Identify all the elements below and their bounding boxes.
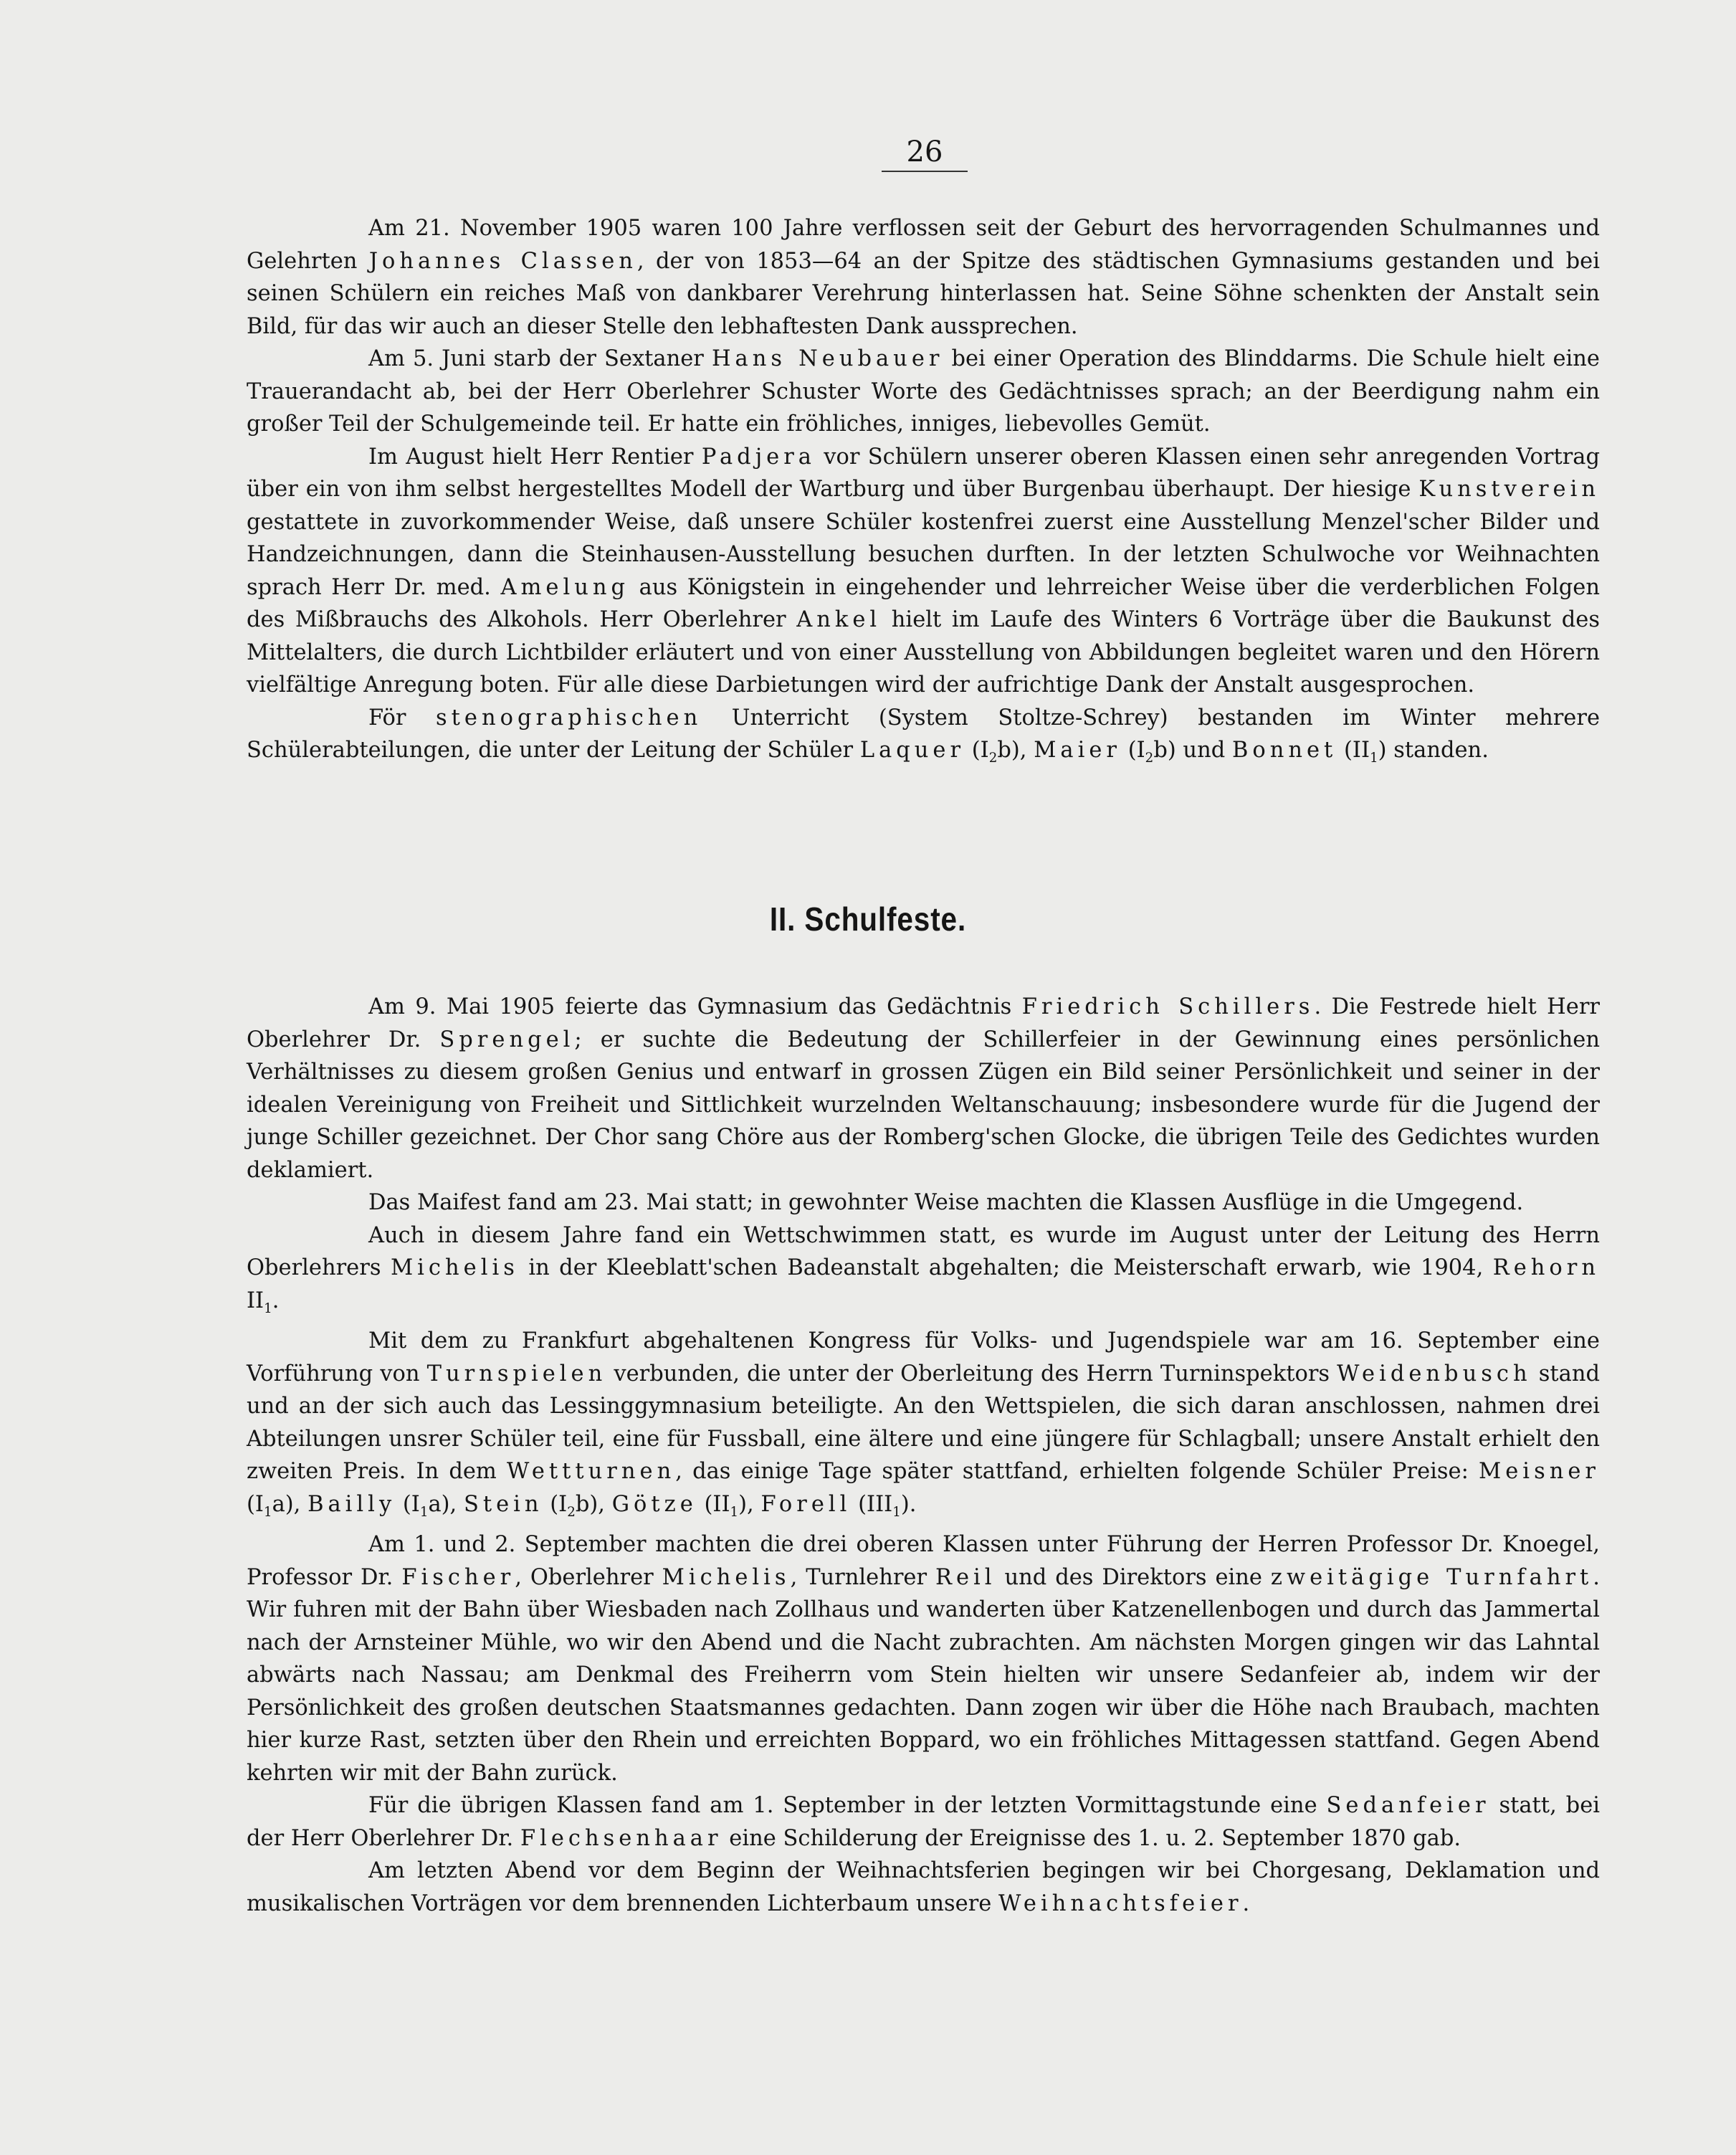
paragraph-swimming: Auch in diesem Jahre fand ein Wettschwimmen statt, es wurde im August unter der Leitung des Herrn Oberlehrers Michelis in der Kleeblatt'schen Badeanstalt abgehalten; die Meisterschaft erwarb, wie 1904, Rehorn $II_1$. — [247, 1222, 1600, 1316]
paragraph-neubauer: Am 5. Juni starb der Sextaner Hans Neubauer bei einer Operation des Blinddarms. Die Schule hielt eine Trauerandacht ab, bei der Herr Oberlehrer Schuster Worte des Gedächtnisses sprach; an der Beerdigung nahm ein großer Teil der Schulgemeinde teil. Er hatte ein fröhliches, inniges, liebevolles Gemüt. — [247, 346, 1600, 437]
page-number: 26 — [882, 133, 968, 172]
paragraph-classen: Am 21. November 1905 waren 100 Jahre verflossen seit der Geburt des hervorragenden Schulmannes und Gelehrten Johannes Classen, der von 1853—64 an der Spitze des städtischen Gymnasiums gestanden und bei seinen Schülern ein reiches Maß von dankbarer Verehrung hinterlassen hat. Seine Söhne schenkten der Anstalt sein Bild, für das wir auch an dieser Stelle den lebhaftesten Dank aussprechen. — [247, 216, 1600, 339]
section-school-events — [247, 212, 1600, 775]
paragraph-lectures: Im August hielt Herr Rentier Padjera vor Schülern unserer oberen Klassen einen sehr anregenden Vortrag über ein von ihm selbst hergestelltes Modell der Wartburg und über Burgenbau überhaupt. Der hiesige Kunstverein gestattete in zuvorkommender Weise, daß unsere Schüler kostenfrei zuerst eine Ausstellung Menzel'scher Bilder und Handzeichnungen, dann die Steinhausen-Ausstellung besuchen durften. In der letzten Schulwoche vor Weihnachten sprach Herr Dr. med. Amelung aus Königstein in eingehender und lehrreicher Weise über die verderblichen Folgen des Mißbrauchs des Alkohols. Herr Oberlehrer Ankel hielt im Laufe des Winters 6 Vorträge über die Baukunst des Mittelalters, die durch Lichtbilder erläutert und von einer Ausstellung von Abbildungen begleitet waren und den Hörern vielfältige Anregung boten. Für alle diese Darbietungen wird der aufrichtige Dank der Anstalt ausgesprochen. — [247, 444, 1600, 698]
section-heading: II. Schulfeste. — [769, 900, 967, 938]
paragraph-stenography: För stenographischen Unterricht (System Stoltze-Schrey) bestanden im Winter mehrere Schülerabteilungen, die unter der Leitung der Schüler Laquer $(I_2b)$, Maier $(I_2b)$ und Bonnet $(II_1)$ standen. — [247, 705, 1600, 766]
paragraph-sedanfeier: Für die übrigen Klassen fand am 1. September in der letzten Vormittagstunde eine Sedanfeier statt, bei der Herr Oberlehrer Dr. Flechsenhaar eine Schilderung der Ereignisse des 1. u. 2. September 1870 gab. — [247, 1793, 1600, 1851]
paragraph-games: Mit dem zu Frankfurt abgehaltenen Kongress für Volks- und Jugendspiele war am 16. September eine Vorführung von Turnspielen verbunden, die unter der Oberleitung des Herrn Turninspektors Weidenbusch stand und an der sich auch das Lessinggymnasium beteiligte. An den Wettspielen, die sich daran anschlossen, nahmen drei Abteilungen unsrer Schüler teil, eine für Fussball, eine ältere und eine jüngere für Schlagball; unsere Anstalt erhielt den zweiten Preis. In dem Wettturnen, das einige Tage später stattfand, erhielten folgende Schüler Preise: Meisner $(I_1a)$, Bailly $(I_1a)$, Stein $(I_2b)$, Götze $(II_1)$, Forell $(III_1)$. — [247, 1328, 1600, 1520]
paragraph-schiller: Am 9. Mai 1905 feierte das Gymnasium das Gedächtnis Friedrich Schillers. Die Festrede hielt Herr Oberlehrer Dr. Sprengel; er suchte die Bedeutung der Schillerfeier in der Gewinnung eines persönlichen Verhältnisses zu diesem großen Genius und entwarf in grossen Zügen ein Bild seiner Persönlichkeit und seiner in der idealen Vereinigung von Freiheit und Sittlichkeit wurzelnden Weltanschauung; insbesondere wurde für die Jugend der junge Schiller gezeichnet. Der Chor sang Chöre aus der Romberg'schen Glocke, die übrigen Teile des Gedichtes wurden deklamiert. — [247, 994, 1600, 1183]
paragraph-christmas: Am letzten Abend vor dem Beginn der Weihnachtsferien begingen wir bei Chorgesang, Deklamation und musikalischen Vorträgen vor dem brennenden Lichterbaum unsere Weihnachtsfeier. — [247, 1858, 1600, 1916]
paragraph-excursion: Am 1. und 2. September machten die drei oberen Klassen unter Führung der Herren Professor Dr. Knoegel, Professor Dr. Fischer, Oberlehrer Michelis, Turnlehrer Reil und des Direktors eine zweitägige Turnfahrt. Wir fuhren mit der Bahn über Wiesbaden nach Zollhaus und wanderten über Katzenellenbogen und durch das Jammertal nach der Arnsteiner Mühle, wo wir den Abend und die Nacht zubrachten. Am nächsten Morgen gingen wir das Lahntal abwärts nach Nassau; am Denkmal des Freiherrn vom Stein hielten wir unsere Sedanfeier ab, indem wir der Persönlichkeit des großen deutschen Staatsmannes gedachten. Dann zogen wir über die Höhe nach Braubach, machten hier kurze Rast, setzten über den Rhein und erreichten Boppard, wo ein fröhliches Mittagessen stattfand. Gegen Abend kehrten wir mit der Bahn zurück. — [247, 1532, 1600, 1786]
paragraph-maifest: Das Maifest fand am 23. Mai statt; in gewohnter Weise machten die Klassen Ausflüge in die Umgegend. — [368, 1190, 1524, 1215]
section-school-festivals — [247, 991, 1600, 1920]
